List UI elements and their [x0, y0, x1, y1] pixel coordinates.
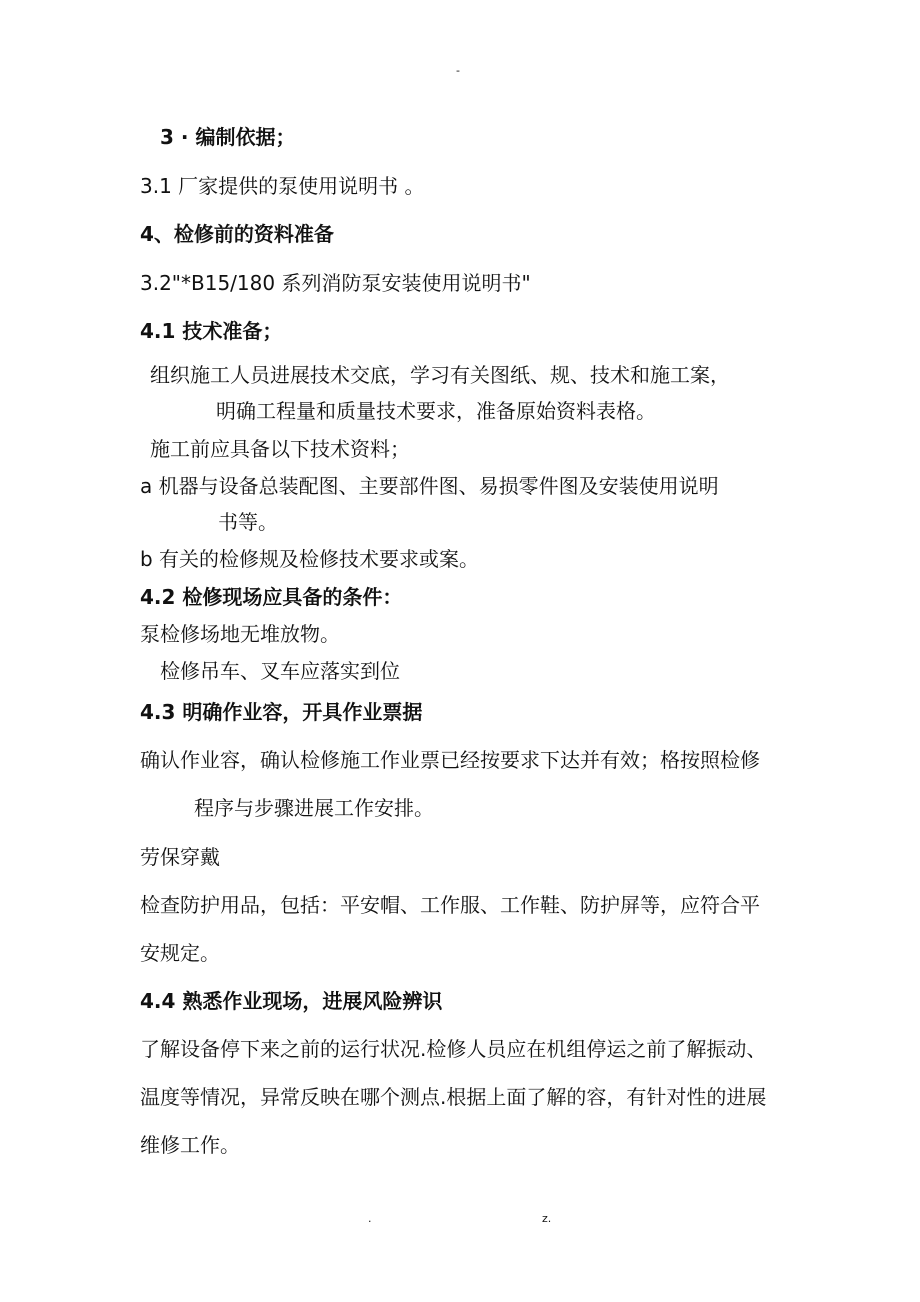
section-4-2-title: 4.2 检修现场应具备的条件：	[140, 585, 403, 609]
section-4-1-item-b: b 有关的检修规及检修技术要求或案。	[140, 547, 480, 571]
section-4-3-paragraph-2: 劳保穿戴	[140, 845, 220, 869]
section-3-title: 3 · 编制依据；	[160, 125, 296, 149]
section-4-2-paragraph-1: 泵检修场地无堆放物。	[140, 622, 340, 646]
section-4-1-paragraph-2: 施工前应具备以下技术资料；	[150, 437, 410, 461]
section-4-1-paragraph-1b: 明确工程量和质量技术要求，准备原始资料表格。	[216, 399, 656, 423]
section-4-1-paragraph-1a: 组织施工人员进展技术交底，学习有关图纸、规、技术和施工案，	[150, 363, 730, 387]
section-4-3-paragraph-1b: 程序与步骤进展工作安排。	[194, 796, 434, 820]
section-4-1-item-a-continued: 书等。	[218, 510, 278, 534]
section-4-4-title: 4.4 熟悉作业现场，进展风险辨识	[140, 989, 443, 1013]
header-mark: -	[456, 64, 460, 77]
section-4-4-paragraph-1c: 维修工作。	[140, 1133, 240, 1157]
section-4-3-paragraph-3a: 检查防护用品，包括：平安帽、工作服、工作鞋、防护屏等，应符合平	[140, 893, 760, 917]
section-4-4-paragraph-1b: 温度等情况，异常反映在哪个测点.根据上面了解的容，有针对性的进展	[140, 1085, 767, 1109]
section-4-1-title: 4.1 技术准备；	[140, 319, 283, 343]
footer-right-mark: z.	[542, 1212, 552, 1225]
section-4-3-paragraph-1a: 确认作业容，确认检修施工作业票已经按要求下达并有效；格按照检修	[140, 748, 760, 772]
section-4-1-item-a: a 机器与设备总装配图、主要部件图、易损零件图及安装使用说明	[140, 474, 719, 498]
section-3-2: 3.2"*B15/180 系列消防泵安装使用说明书"	[140, 271, 531, 295]
footer-left-mark: .	[368, 1212, 372, 1225]
section-4-4-paragraph-1a: 了解设备停下来之前的运行状况.检修人员应在机组停运之前了解振动、	[140, 1037, 767, 1061]
section-3-1: 3.1 厂家提供的泵使用说明书 。	[140, 174, 425, 198]
section-4-3-title: 4.3 明确作业容，开具作业票据	[140, 700, 423, 724]
section-4-3-paragraph-3b: 安规定。	[140, 941, 220, 965]
section-4-title: 4、检修前的资料准备	[140, 222, 334, 246]
section-4-2-paragraph-2: 检修吊车、叉车应落实到位	[160, 659, 400, 683]
